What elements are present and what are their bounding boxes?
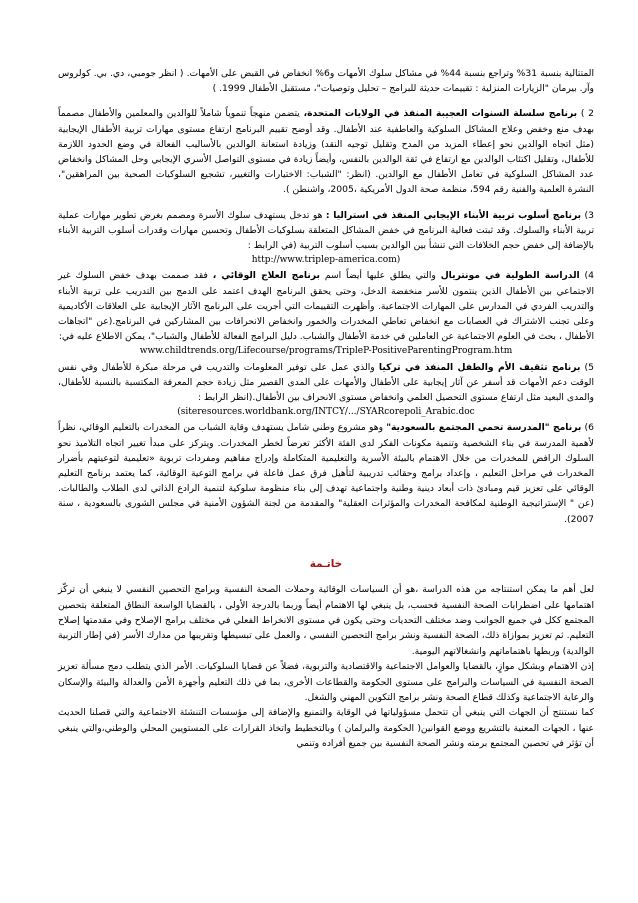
conclusion-paragraph: كما نستنتج أن الجهات التي ينبغي أن تتحمل مسؤولياتها في الوقاية والتمنيع والإضافة إلى مؤسسات التنشئة الاجتماعية والتي قصلنا الحديث عنها ، الجهات المعنية بالتشريع ووضع القوانين( الحكومة والبرلمان ) وبالتخطيط واتخاذ القرارات على المستويين المحلي والوطني،والتي ينبغي أن تؤثر في تحصين المجتمع برمته ونشر الصحة النفسية بين جميع أفراده وتنمي [58,707,594,750]
item-number: 4) [584,270,594,282]
program-item-4 [58,268,594,359]
conclusion-section [58,557,594,752]
item-title: برنامج "المدرسة تحمي المجتمع بالسعودية" [386,422,582,434]
item-number: 6) [584,422,594,434]
program-item-5 [58,360,594,421]
item-title: برنامج أسلوب تربية الأبناء الإيجابي المنفذ في استراليا : [325,209,582,221]
item-body: هو تدخل يستهدف سلوك الأسرة ومصمم بغرض تطوير مهارات عملية تربية الأبناء والسلوك. وقد ثبتت فعالية البرنامج في خفض المشاكل المتعلقة بسلوكيات الأطفال وتحسين مهارات وقدرات أسلوب التربية الأبناء بالإضافة إلى خفض حجم الخلافات التي تنشأ بين الوالدين بسبب أسلوب التربية (في الرابط : [58,209,594,252]
item-number: 3) [584,209,594,221]
reference-link[interactable]: http://www.triplep-america.com) [251,255,401,266]
item-body: والذي عمل على توفير المعلومات والتدريب في مرحلة مبكرة للأطفال وفي نفس الوقت دعم الأمهات قد أسفر عن آثار إيجابية على الأطفال والأمهات على المدى القصير مثل زيادة حجم المعرفة المكتسبة بالنسبة للأطفال، والمدى البعيد مثل ارتفاع مستوى التحصيل العلمي وانخفاض مستوى الانحراف بين الأطفال.(انظر الرابط : [58,361,594,404]
conclusion-paragraph: إذن الاهتمام وبشكل موازٍ، بالقضايا والعوامل الاجتماعية والاقتصادية والتربوية، فضلاً عن قضايا السلوكيات. الأمر الذي يتطلب دمج مسألة تعزيز الصحة النفسية في السياسات والبرامج على مستوى الحكومة والقطاعات الأخرى، بما في ذلك التعليم وأجهزة الأمن والعدالة والبيئة والإسكان والرعاية الاجتماعية وكذلك قطاع الصحة ونشر برامج التكوين المهني والشغل. [58,661,594,703]
spacer [58,96,594,106]
conclusion-title: خاتـمة [309,557,343,570]
item-number: 5) [584,361,594,373]
item-title: برنامج تثقيف الأم والطفل المنفذ في تركيا [378,361,581,373]
item-body-lead: والتي يطلق عليها أيضاً اسم [319,270,441,282]
item-body: وهو مشروع وطني شامل يستهدف وقاية الشباب من المخدرات بالتعليم الوقائي، نظراً لأهمية المدرسة في بناء الشخصية وتنمية مكونات الفكر لدى الفئة الأكثر تعرضاً لخطر المخدرات. ويتركز على مبدأ تغيير اتجاه التلاميذ نحو السلوك الرافض للمخدرات من خلال الاهتمام بالبيئة الأسرية والتعليمية المتكاملة وإدراج مفاهيم ومفردات تربوية «تعليمية لتوعيتهم بأضرار المخدرات في مراحل التعليم ، وإعداد برامج وحقائب تدريبية لتأهيل فرق عمل فاعلة في برامج التوعية الوقائية، كما يعتمد برنامج التعليم الوقائي على تعزيز قيم ومبادئ ذات أبعاد دينية وطنية واجتماعية تهدف إلى بناء منظومة سلوكية لتنمية الرادع الذاتي لدى الطلاب والطالبات. (عن " الإستراتيجية الوطنية لمكافحة المخدرات والمؤثرات العقلية" والمقدمة من لجنة الشؤون الأمنية في مجلس الشورى بالسعودية ، سنة 2007). [58,422,594,525]
item-body: فقد صممت بهدف خفض السلوك غير الاجتماعي بين الأطفال الذين ينتمون للأسر منخفضة الدخل، وحتى يحقق البرنامج الهدف اعتمد على الدمج بين التدريب على تربية الأبناء والتدريب الفردي في المدارس على المهارات الاجتماعية. وأظهرت التقييمات التي أجريت على البرنامج الآثار الإيجابية على العلاقات الأكاديمية وعلى تجنب الاشتراك في العصابات مع انخفاض تعاطي المخدرات والخمور وانخفاض الانحرافات بين المشاركين في البرنامج.(عن "اتجاهات الأطفال ، بحث في العلوم الاجتماعية عن العاملين في خدمة الأطفال والشباب. دليل البرامج الفعالة للأطفال والشباب"، يمكن الاطلاع عليه في: [58,270,594,343]
reference-link[interactable]: (siteresources.worldbank.org/INTCY/.../SYARcorepoli_Arabic.doc [177,407,475,418]
item-number: 2 ) [580,108,594,120]
conclusion-paragraph: لعل أهم ما يمكن استنتاجه من هذه الدراسة ،هو أن السياسات الوقائية وحملات الصحة النفسية وبرامج التحصين النفسي لا ينبغي أن تركّز اهتمامها على اضطرابات الصحة النفسية فحسب، بل ينبغي لها الاهتمام أيضاً وربما بالدرجة الأولى ، بالقضايا الواسعة النطاق المتعلقة بتحصين المجتمع ككل في جميع الجوانب وضد مختلف التحديات وحتى يكون في مستوى الانخراط الفعلي في مختلف برامج الإصلاح وفي مقدمتها إصلاح التعليم. ثم تعزيز بموازاة ذلك، الصحة النفسية ونشر برامج التحصين النفسي ، والعمل على تبسيطها وتقريبها من مدارك الأسر (في إطار التربية الوالدية) وربطها باهتماماتهم وانشغالاتهم اليومية. [58,584,594,657]
spacer [58,198,594,208]
program-item-6 [58,420,594,526]
program-item-2 [58,106,594,197]
item-body: يتضمن منهجاً تنموياً شاملاً للوالدين والمعلمين والأطفال مصمماً بهدف منع وخفض وعلاج المشاكل السلوكية والعاطفية عند الأطفال. وقد أوضح تقييم البرنامج ارتفاع مستوى مهارات تربية الأطفال الإيجابية (مثل اتجاه الوالدين نحو إعطاء المزيد من المدح وتقليل توجيه النقد) وزيادة استعانة الوالدين بالأساليب الفعالة في وضع الحدود اللازمة للأطفال، وتقليل اكتئاب الوالدين مع ارتفاع في ثقة الوالدين بالنفس، وأيضاً زيادة في مستوى التواصل الأسري الإيجابي وحل المشاكل وانخفاض عدد المشاكل السلوكية في تعامل الأطفال مع الوالدين. (انظر: "الشباب: الاختيارات والتغيير، تشجيع السلوكيات الصحية بين المراهقين"، النشرة العلمية والفنية رقم 594، منظمة صحة الدول الأمريكية ،2005، واشنطن ). [58,108,594,196]
item-title: برنامج سلسلة السنوات العجيبة المنفذ في الولايات المتحدة، [303,108,578,120]
intro-paragraph: المتتالية بنسبة 31% وتراجع بنسبة 44% في مشاكل سلوك الأمهات و6% انخفاض في القبض على الأمهات. ( انظر جومبي، دي. بي. كولروس وآر. بيرمان "الزيارات المنزلية : تقييمات حديثة للبرامج – تحليل وتوصيات"، مستقبل الأطفال 1999. ) [58,68,595,95]
reference-link[interactable]: www.childtrends.org/Lifecourse/programs/TripleP-PositiveParentingProgram.htm [139,346,513,357]
item-title: الدراسة الطولية في مونتريال [440,270,580,282]
item-subtitle: برنامج العلاج الوقائي ، [212,270,320,282]
program-item-3 [58,208,594,269]
